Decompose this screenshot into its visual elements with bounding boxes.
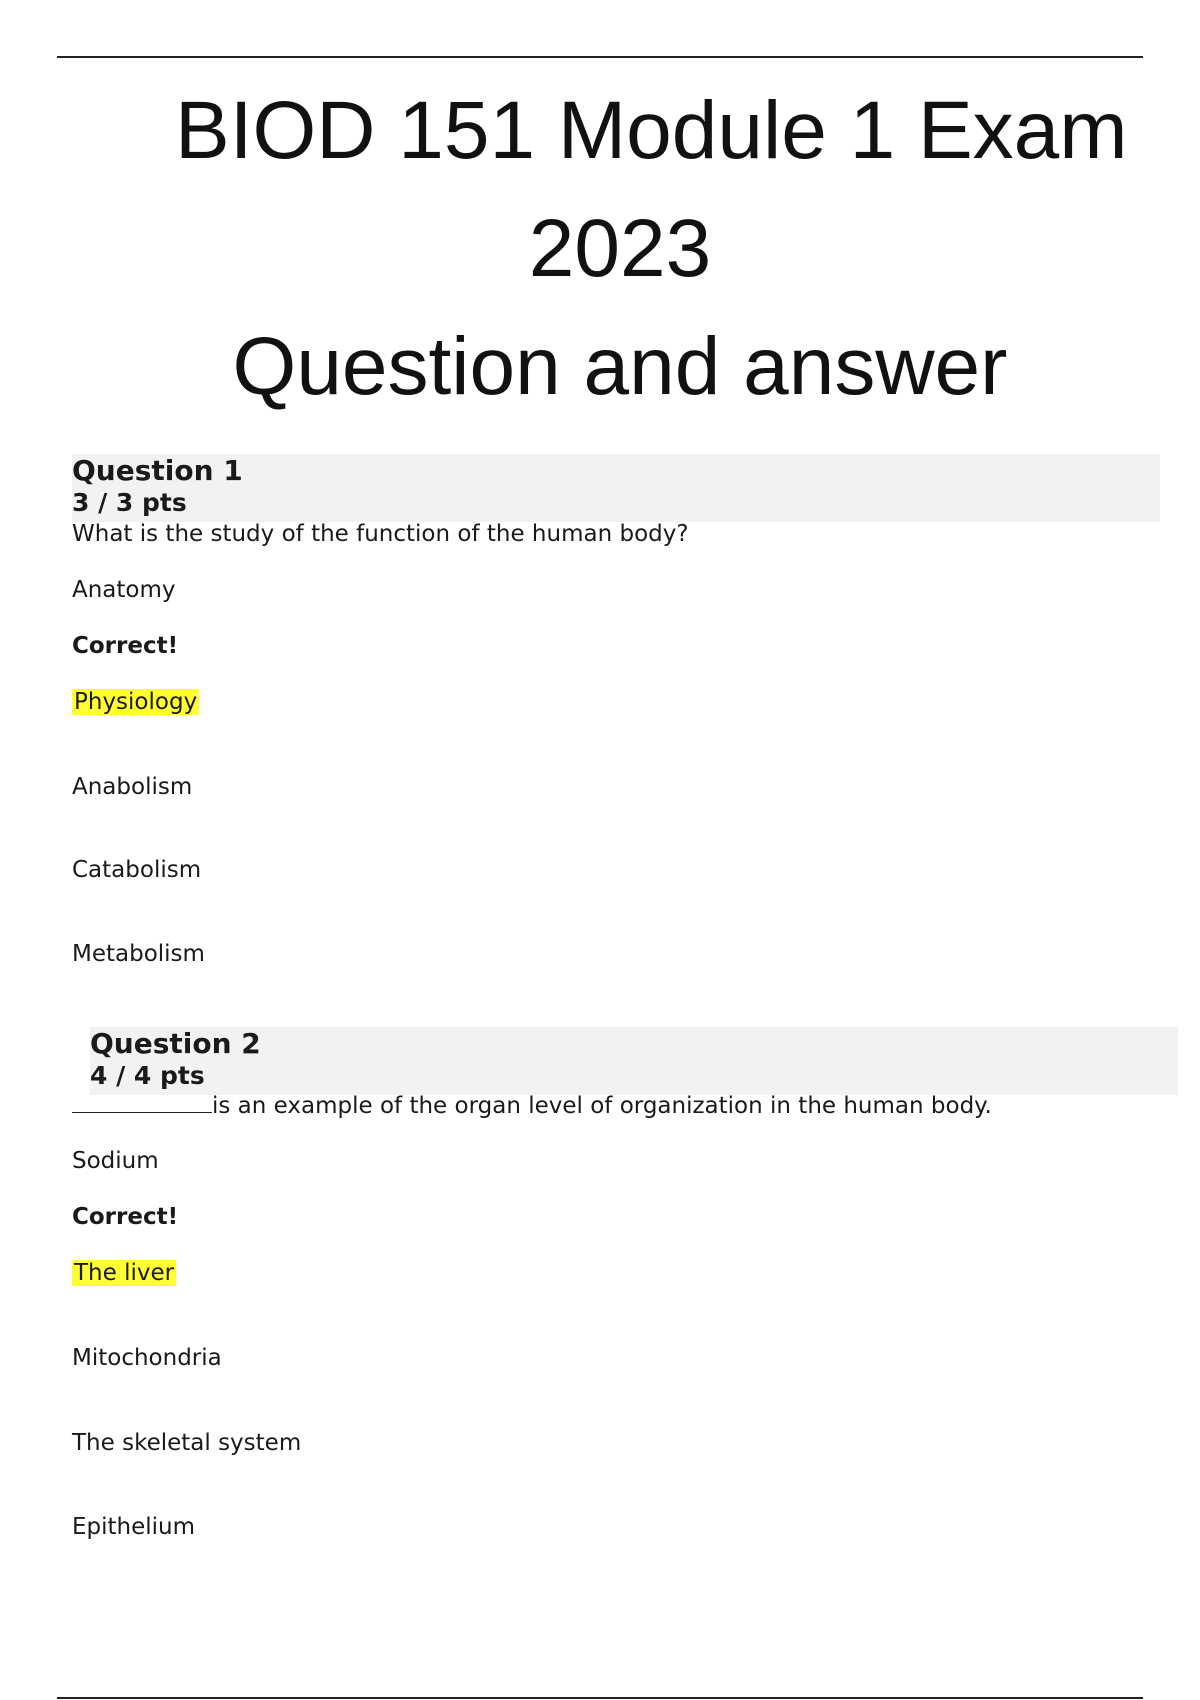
question-2-header [90, 1027, 1178, 1095]
question-1-points: 3 / 3 pts [72, 488, 187, 517]
question-1-correct-answer: Physiology [74, 689, 198, 715]
title-line-2: 2023 [528, 203, 712, 294]
question-1-option-anatomy: Anatomy [72, 577, 176, 603]
question-2-text-row [72, 1092, 992, 1120]
title-line-1: BIOD 151 Module 1 Exam [175, 85, 1128, 176]
question-1-option-metabolism: Metabolism [72, 941, 205, 967]
bottom-rule [57, 1697, 1143, 1699]
question-2-option-epithelium: Epithelium [72, 1514, 196, 1540]
question-1-correct-label: Correct! [72, 633, 179, 659]
question-2-option-skeletal-system: The skeletal system [72, 1430, 302, 1456]
fill-in-blank [72, 1092, 212, 1113]
question-1-title: Question 1 [72, 454, 243, 487]
question-2-option-sodium: Sodium [72, 1148, 159, 1174]
question-2-title: Question 2 [90, 1027, 261, 1060]
question-1-text: What is the study of the function of the human body? [72, 521, 689, 547]
document-title [60, 72, 1180, 426]
question-1-option-catabolism: Catabolism [72, 857, 202, 883]
question-2-points: 4 / 4 pts [90, 1061, 205, 1090]
question-1-option-physiology [72, 688, 199, 716]
question-2-option-mitochondria: Mitochondria [72, 1345, 222, 1371]
question-2-correct-label: Correct! [72, 1204, 179, 1230]
question-2-correct-answer: The liver [74, 1260, 175, 1286]
question-2-option-the-liver [72, 1259, 176, 1287]
question-2-text: is an example of the organ level of organization in the human body. [212, 1093, 992, 1119]
title-line-3: Question and answer [232, 321, 1008, 412]
question-1-option-anabolism: Anabolism [72, 774, 193, 800]
question-1-header [72, 454, 1160, 522]
top-rule [57, 56, 1143, 58]
